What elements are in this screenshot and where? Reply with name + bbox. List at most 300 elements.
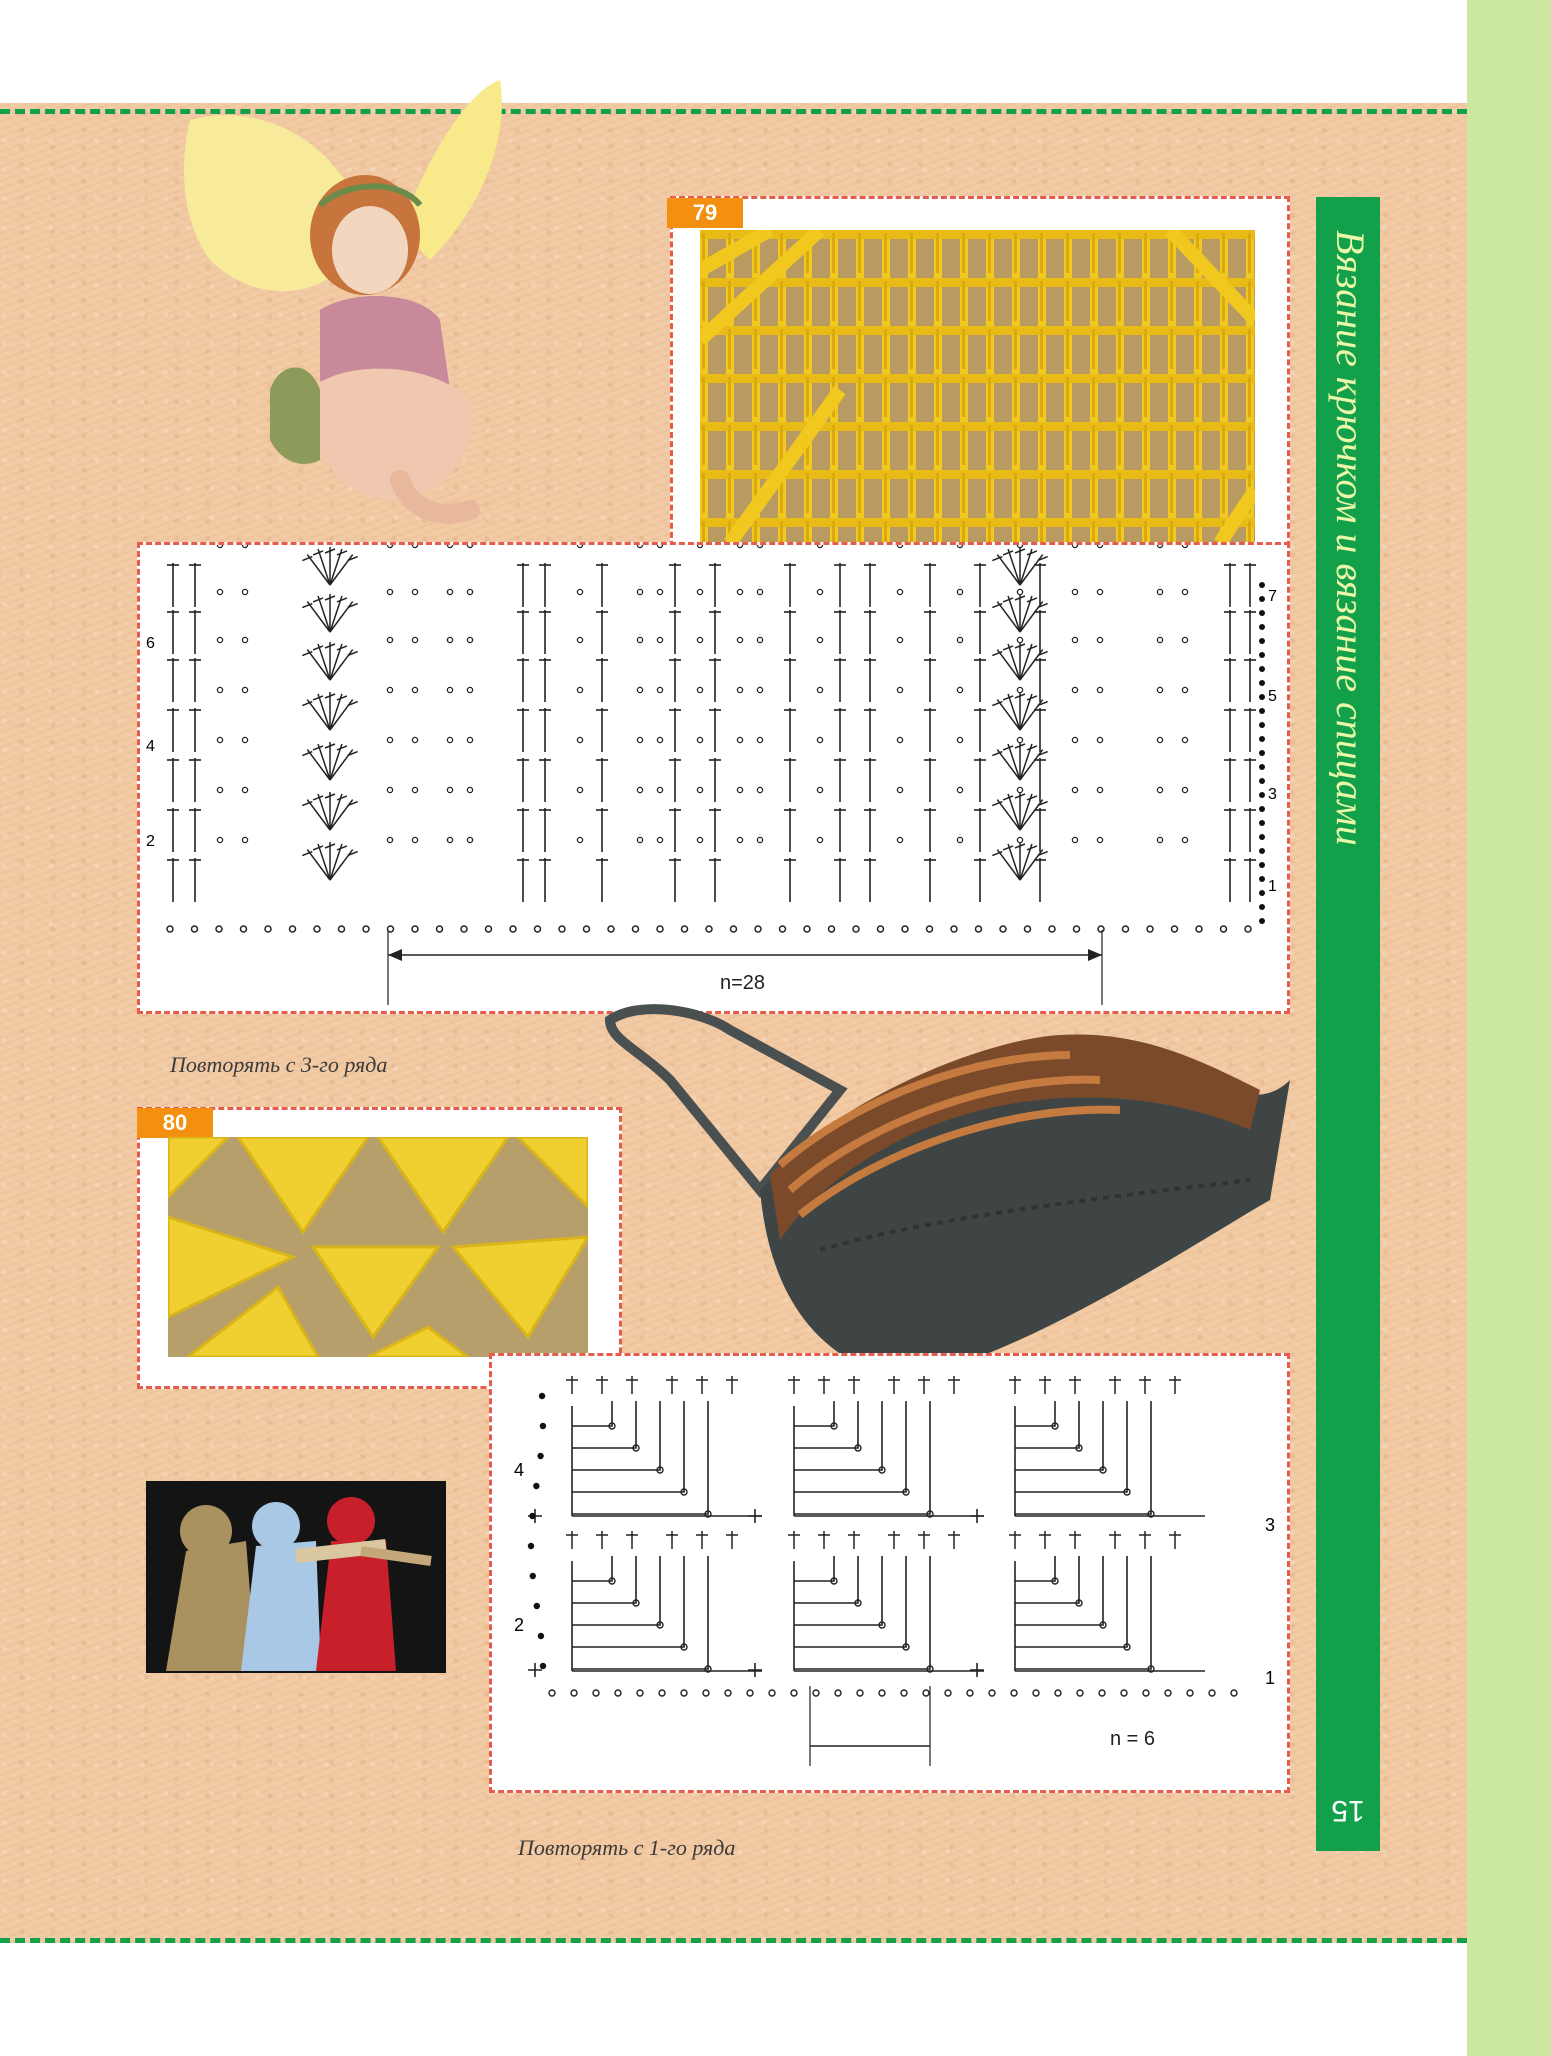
mesh-chain-symbol — [217, 737, 222, 742]
mesh-chain-symbol — [242, 837, 247, 842]
corner-stitch-symbol — [794, 1556, 906, 1647]
single-crochet-symbol — [970, 1663, 984, 1677]
foundation-chain-symbol — [769, 1690, 775, 1696]
corner-stitch-symbol — [572, 1401, 684, 1492]
mesh-chain-symbol — [387, 637, 392, 642]
foundation-chain-symbol — [857, 1690, 863, 1696]
fan-stitch-crossbar — [1027, 696, 1037, 700]
pattern-80-caption: Повторять с 1-го ряда — [518, 1835, 736, 1860]
chain-stitch-symbol — [682, 926, 688, 932]
fan-stitch-crossbar — [1027, 551, 1037, 555]
turning-chain-dot — [540, 1663, 546, 1669]
turning-chain-symbol — [1259, 708, 1265, 714]
fan-stitch-symbol — [1008, 549, 1020, 585]
mesh-chain-symbol — [217, 687, 222, 692]
corner-stitch-symbol — [794, 1401, 882, 1470]
chain-stitch-symbol — [1196, 926, 1202, 932]
mesh-chain-symbol — [1072, 737, 1077, 742]
page-number-box — [1318, 1790, 1378, 1830]
fan-stitch-symbol — [318, 694, 330, 730]
mesh-chain-symbol — [577, 545, 582, 548]
chain-stitch-symbol — [1172, 926, 1178, 932]
corner-stitch-symbol — [1015, 1556, 1103, 1625]
fairy-figurine-photo — [170, 60, 550, 550]
mesh-chain-symbol — [897, 837, 902, 842]
mesh-chain-symbol — [1017, 837, 1022, 842]
mesh-chain-symbol — [657, 589, 662, 594]
chain-stitch-symbol — [535, 926, 541, 932]
fan-stitch-crossbar — [1003, 796, 1013, 800]
pattern-80-swatch-photo — [168, 1137, 588, 1357]
mesh-chain-symbol — [217, 637, 222, 642]
mesh-chain-symbol — [657, 545, 662, 548]
foundation-chain-symbol — [1099, 1690, 1105, 1696]
mesh-chain-symbol — [697, 637, 702, 642]
fan-stitch-symbol — [307, 750, 330, 780]
foundation-chain-symbol — [967, 1690, 973, 1696]
mesh-chain-symbol — [1017, 737, 1022, 742]
chain-stitch-symbol — [486, 926, 492, 932]
mesh-chain-symbol — [447, 737, 452, 742]
turning-chain-symbol — [1259, 792, 1265, 798]
chain-stitch-symbol — [241, 926, 247, 932]
mesh-chain-symbol — [657, 637, 662, 642]
foundation-chain-symbol — [681, 1690, 687, 1696]
mesh-chain-symbol — [1072, 545, 1077, 548]
mesh-chain-symbol — [957, 545, 962, 548]
fan-stitch-symbol — [997, 650, 1020, 680]
fan-stitch-crossbar — [1027, 846, 1037, 850]
mesh-chain-symbol — [467, 837, 472, 842]
mesh-chain-symbol — [1157, 787, 1162, 792]
fan-stitch-crossbar — [1003, 746, 1013, 750]
turning-chain-dot — [540, 1423, 546, 1429]
corner-stitch-symbol — [794, 1401, 906, 1492]
mesh-chain-symbol — [957, 737, 962, 742]
chain-stitch-symbol — [657, 926, 663, 932]
foundation-chain-symbol — [703, 1690, 709, 1696]
mesh-chain-symbol — [817, 687, 822, 692]
mesh-chain-symbol — [637, 737, 642, 742]
pattern-80-crochet-chart — [492, 1356, 1287, 1790]
foundation-chain-symbol — [1011, 1690, 1017, 1696]
mesh-chain-symbol — [737, 687, 742, 692]
mesh-chain-symbol — [1097, 545, 1102, 548]
chain-stitch-symbol — [363, 926, 369, 932]
mesh-chain-symbol — [412, 687, 417, 692]
foundation-chain-symbol — [791, 1690, 797, 1696]
turning-chain-symbol — [1259, 806, 1265, 812]
fan-stitch-symbol — [997, 850, 1020, 880]
mesh-chain-symbol — [1182, 737, 1187, 742]
mesh-chain-symbol — [1097, 637, 1102, 642]
corner-stitch-symbol — [794, 1556, 930, 1669]
fan-stitch-symbol — [307, 800, 330, 830]
mesh-chain-symbol — [577, 737, 582, 742]
foundation-chain-symbol — [747, 1690, 753, 1696]
fan-stitch-crossbar — [337, 696, 347, 700]
fan-stitch-crossbar — [1003, 551, 1013, 555]
turning-chain-symbol — [1259, 764, 1265, 770]
foundation-chain-symbol — [593, 1690, 599, 1696]
fan-stitch-crossbar — [337, 646, 347, 650]
chain-stitch-symbol — [755, 926, 761, 932]
chain-stitch-symbol — [290, 926, 296, 932]
row-number-4: 4 — [146, 738, 155, 755]
chain-stitch-symbol — [559, 926, 565, 932]
mesh-chain-symbol — [1072, 837, 1077, 842]
mesh-chain-symbol — [1157, 837, 1162, 842]
fan-stitch-symbol — [307, 555, 330, 585]
mesh-chain-symbol — [467, 545, 472, 548]
mesh-chain-symbol — [637, 637, 642, 642]
mesh-chain-symbol — [897, 589, 902, 594]
mesh-chain-symbol — [817, 637, 822, 642]
turning-chain-dot — [530, 1573, 536, 1579]
mesh-chain-symbol — [757, 787, 762, 792]
chain-stitch-symbol — [780, 926, 786, 932]
fan-stitch-symbol — [307, 850, 330, 880]
mesh-chain-symbol — [1097, 737, 1102, 742]
mesh-chain-symbol — [1072, 687, 1077, 692]
mesh-chain-symbol — [897, 687, 902, 692]
turning-chain-symbol — [1259, 610, 1265, 616]
fan-stitch-crossbar — [1027, 646, 1037, 650]
corner-stitch-symbol — [1015, 1556, 1151, 1669]
turning-chain-dot — [534, 1603, 540, 1609]
fan-stitch-crossbar — [313, 646, 323, 650]
fan-stitch-symbol — [997, 750, 1020, 780]
mesh-chain-symbol — [242, 545, 247, 548]
corner-stitch-symbol — [1015, 1401, 1079, 1448]
row-number-7: 7 — [1268, 588, 1277, 605]
fan-stitch-symbol — [997, 602, 1020, 632]
turning-chain-symbol — [1259, 890, 1265, 896]
chain-stitch-symbol — [829, 926, 835, 932]
mesh-chain-symbol — [387, 787, 392, 792]
chain-stitch-symbol — [216, 926, 222, 932]
fan-stitch-crossbar — [337, 746, 347, 750]
mesh-chain-symbol — [1097, 687, 1102, 692]
pattern-79-number-tab: 79 — [667, 198, 743, 228]
corner-stitch-symbol — [1015, 1401, 1103, 1470]
mesh-chain-symbol — [737, 787, 742, 792]
row-number-2: 2 — [146, 833, 155, 850]
foundation-chain-symbol — [1187, 1690, 1193, 1696]
mesh-chain-symbol — [577, 787, 582, 792]
mesh-chain-symbol — [897, 737, 902, 742]
foundation-chain-symbol — [923, 1690, 929, 1696]
foundation-chain-symbol — [901, 1690, 907, 1696]
fan-stitch-symbol — [997, 800, 1020, 830]
turning-chain-symbol — [1259, 778, 1265, 784]
fan-stitch-symbol — [307, 700, 330, 730]
fan-stitch-symbol — [1008, 744, 1020, 780]
chain-stitch-symbol — [976, 926, 982, 932]
mesh-chain-symbol — [697, 837, 702, 842]
mesh-chain-symbol — [242, 737, 247, 742]
mesh-chain-symbol — [217, 545, 222, 548]
mesh-chain-symbol — [657, 787, 662, 792]
mesh-chain-symbol — [1017, 687, 1022, 692]
mesh-chain-symbol — [1182, 687, 1187, 692]
foundation-chain-symbol — [659, 1690, 665, 1696]
corner-stitch-symbol — [794, 1401, 858, 1448]
fan-stitch-crossbar — [1003, 696, 1013, 700]
fan-stitch-symbol — [318, 744, 330, 780]
mesh-chain-symbol — [1072, 589, 1077, 594]
mesh-chain-symbol — [242, 589, 247, 594]
fan-stitch-crossbar — [313, 696, 323, 700]
row-number-2b: 2 — [514, 1615, 525, 1635]
row-number-1b: 1 — [1265, 1668, 1276, 1688]
fan-stitch-crossbar — [313, 746, 323, 750]
mesh-chain-symbol — [817, 589, 822, 594]
corner-stitch-symbol — [794, 1556, 858, 1603]
foundation-chain-symbol — [1055, 1690, 1061, 1696]
mesh-chain-symbol — [467, 637, 472, 642]
mesh-chain-symbol — [817, 837, 822, 842]
right-margin-strip — [1467, 0, 1551, 2056]
mesh-chain-symbol — [697, 687, 702, 692]
corner-stitch-symbol — [572, 1556, 636, 1603]
turning-chain-symbol — [1259, 848, 1265, 854]
repeat-label-79: n=28 — [720, 972, 766, 994]
fan-stitch-symbol — [1008, 644, 1020, 680]
turning-chain-symbol — [1259, 750, 1265, 756]
turning-chain-symbol — [1259, 904, 1265, 910]
fan-stitch-symbol — [1008, 596, 1020, 632]
mesh-chain-symbol — [242, 637, 247, 642]
turning-chain-dot — [537, 1453, 543, 1459]
turning-chain-dot — [539, 1393, 545, 1399]
turning-chain-symbol — [1259, 918, 1265, 924]
corner-stitch-symbol — [1015, 1401, 1127, 1492]
chain-stitch-symbol — [633, 926, 639, 932]
bottom-dashed-rule — [0, 1938, 1467, 1943]
chapter-title: Вязание крючком и вязание спицами — [1328, 230, 1373, 846]
chain-stitch-symbol — [1245, 926, 1251, 932]
mesh-chain-symbol — [737, 737, 742, 742]
chain-stitch-symbol — [265, 926, 271, 932]
mesh-chain-symbol — [577, 837, 582, 842]
fan-stitch-crossbar — [337, 551, 347, 555]
chain-stitch-symbol — [167, 926, 173, 932]
fan-stitch-symbol — [1008, 694, 1020, 730]
fan-stitch-crossbar — [1027, 746, 1037, 750]
mesh-chain-symbol — [577, 637, 582, 642]
mesh-chain-symbol — [412, 787, 417, 792]
mesh-chain-symbol — [1017, 637, 1022, 642]
row-number-4b: 4 — [514, 1460, 525, 1480]
chain-stitch-symbol — [1123, 926, 1129, 932]
mesh-chain-symbol — [467, 737, 472, 742]
mesh-chain-symbol — [637, 687, 642, 692]
repeat-label-80: n = 6 — [1110, 1728, 1156, 1750]
fan-stitch-crossbar — [1003, 846, 1013, 850]
turning-chain-dot — [533, 1483, 539, 1489]
foundation-chain-symbol — [571, 1690, 577, 1696]
mesh-chain-symbol — [757, 737, 762, 742]
turning-chain-symbol — [1259, 680, 1265, 686]
chain-stitch-symbol — [412, 926, 418, 932]
fan-stitch-crossbar — [337, 796, 347, 800]
corner-stitch-symbol — [794, 1401, 834, 1426]
chain-stitch-symbol — [853, 926, 859, 932]
mesh-chain-symbol — [1157, 545, 1162, 548]
foundation-chain-symbol — [1121, 1690, 1127, 1696]
mesh-chain-symbol — [412, 637, 417, 642]
corner-stitch-symbol — [572, 1401, 708, 1514]
corner-stitch-symbol — [1015, 1556, 1055, 1581]
mesh-chain-symbol — [387, 837, 392, 842]
mesh-chain-symbol — [1182, 787, 1187, 792]
chapter-title-container — [1320, 230, 1380, 890]
foundation-chain-symbol — [879, 1690, 885, 1696]
mesh-chain-symbol — [1097, 837, 1102, 842]
mesh-chain-symbol — [467, 589, 472, 594]
mesh-chain-symbol — [657, 687, 662, 692]
chain-stitch-symbol — [878, 926, 884, 932]
turning-chain-dot — [529, 1513, 535, 1519]
mesh-chain-symbol — [447, 837, 452, 842]
chain-stitch-symbol — [804, 926, 810, 932]
fan-stitch-symbol — [307, 602, 330, 632]
mesh-chain-symbol — [1072, 637, 1077, 642]
corner-stitch-symbol — [794, 1556, 834, 1581]
turning-chain-symbol — [1259, 638, 1265, 644]
mesh-chain-symbol — [897, 545, 902, 548]
mesh-chain-symbol — [217, 787, 222, 792]
chain-stitch-symbol — [314, 926, 320, 932]
mesh-chain-symbol — [897, 637, 902, 642]
chain-stitch-symbol — [902, 926, 908, 932]
foundation-chain-symbol — [1033, 1690, 1039, 1696]
chain-stitch-symbol — [192, 926, 198, 932]
chain-stitch-symbol — [1098, 926, 1104, 932]
mesh-chain-symbol — [242, 787, 247, 792]
corner-stitch-symbol — [1015, 1401, 1055, 1426]
chain-stitch-symbol — [339, 926, 345, 932]
repeat-arrowhead-left — [388, 949, 402, 961]
corner-stitch-symbol — [1015, 1556, 1079, 1603]
foundation-chain-symbol — [813, 1690, 819, 1696]
pattern-79-swatch-photo — [700, 230, 1255, 543]
mesh-chain-symbol — [412, 837, 417, 842]
fan-stitch-crossbar — [313, 551, 323, 555]
mesh-chain-symbol — [637, 837, 642, 842]
single-crochet-symbol — [748, 1663, 762, 1677]
chain-stitch-symbol — [510, 926, 516, 932]
mesh-chain-symbol — [697, 589, 702, 594]
turning-chain-symbol — [1259, 652, 1265, 658]
turning-chain-dot — [528, 1543, 534, 1549]
turning-chain-symbol — [1259, 582, 1265, 588]
fan-stitch-crossbar — [1003, 646, 1013, 650]
crochet-bag-photo — [600, 1000, 1300, 1390]
foundation-chain-symbol — [1231, 1690, 1237, 1696]
chain-stitch-symbol — [1025, 926, 1031, 932]
mesh-chain-symbol — [1097, 787, 1102, 792]
mesh-chain-symbol — [817, 737, 822, 742]
fan-stitch-crossbar — [1003, 598, 1013, 602]
single-crochet-symbol — [970, 1509, 984, 1523]
chain-stitch-symbol — [927, 926, 933, 932]
mesh-chain-symbol — [387, 687, 392, 692]
fan-stitch-symbol — [997, 555, 1020, 585]
row-number-3: 3 — [1268, 786, 1277, 803]
turning-chain-symbol — [1259, 596, 1265, 602]
mesh-chain-symbol — [817, 787, 822, 792]
corner-stitch-symbol — [572, 1401, 660, 1470]
mesh-chain-symbol — [1182, 545, 1187, 548]
fan-stitch-crossbar — [337, 846, 347, 850]
mesh-chain-symbol — [1157, 737, 1162, 742]
foundation-chain-symbol — [549, 1690, 555, 1696]
mesh-chain-symbol — [957, 687, 962, 692]
mesh-chain-symbol — [577, 589, 582, 594]
chain-stitch-symbol — [706, 926, 712, 932]
chain-stitch-symbol — [1000, 926, 1006, 932]
mesh-chain-symbol — [737, 837, 742, 842]
foundation-chain-symbol — [1165, 1690, 1171, 1696]
foundation-chain-symbol — [615, 1690, 621, 1696]
mesh-chain-symbol — [242, 687, 247, 692]
turning-chain-symbol — [1259, 876, 1265, 882]
foundation-chain-symbol — [1077, 1690, 1083, 1696]
fan-stitch-symbol — [318, 794, 330, 830]
fan-stitch-symbol — [318, 644, 330, 680]
mesh-chain-symbol — [1157, 637, 1162, 642]
mesh-chain-symbol — [757, 687, 762, 692]
fan-stitch-symbol — [1008, 844, 1020, 880]
chain-stitch-symbol — [608, 926, 614, 932]
corner-stitch-symbol — [572, 1556, 612, 1581]
fan-stitch-crossbar — [1027, 598, 1037, 602]
pattern-79-caption: Повторять с 3-го ряда — [170, 1052, 388, 1077]
mesh-chain-symbol — [412, 545, 417, 548]
pattern-79-crochet-chart — [140, 545, 1287, 1011]
mesh-chain-symbol — [387, 589, 392, 594]
mesh-chain-symbol — [657, 737, 662, 742]
row-number-3b: 3 — [1265, 1515, 1276, 1535]
mesh-chain-symbol — [447, 589, 452, 594]
mesh-chain-symbol — [957, 637, 962, 642]
chain-stitch-symbol — [584, 926, 590, 932]
corner-stitch-symbol — [572, 1556, 708, 1669]
chain-stitch-symbol — [1074, 926, 1080, 932]
fan-stitch-crossbar — [337, 598, 347, 602]
page-number: 15 — [1331, 1794, 1365, 1827]
chain-stitch-symbol — [1049, 926, 1055, 932]
chain-stitch-symbol — [1147, 926, 1153, 932]
fan-stitch-symbol — [997, 700, 1020, 730]
foundation-chain-symbol — [637, 1690, 643, 1696]
single-crochet-symbol — [748, 1509, 762, 1523]
mesh-chain-symbol — [1157, 687, 1162, 692]
mesh-chain-symbol — [577, 687, 582, 692]
row-number-5: 5 — [1268, 688, 1277, 705]
foundation-chain-symbol — [835, 1690, 841, 1696]
mesh-chain-symbol — [657, 837, 662, 842]
mesh-chain-symbol — [737, 589, 742, 594]
turning-chain-symbol — [1259, 736, 1265, 742]
mesh-chain-symbol — [1182, 837, 1187, 842]
mesh-chain-symbol — [697, 787, 702, 792]
foundation-chain-symbol — [945, 1690, 951, 1696]
crochet-mice-photo — [146, 1481, 446, 1673]
mesh-chain-symbol — [447, 545, 452, 548]
